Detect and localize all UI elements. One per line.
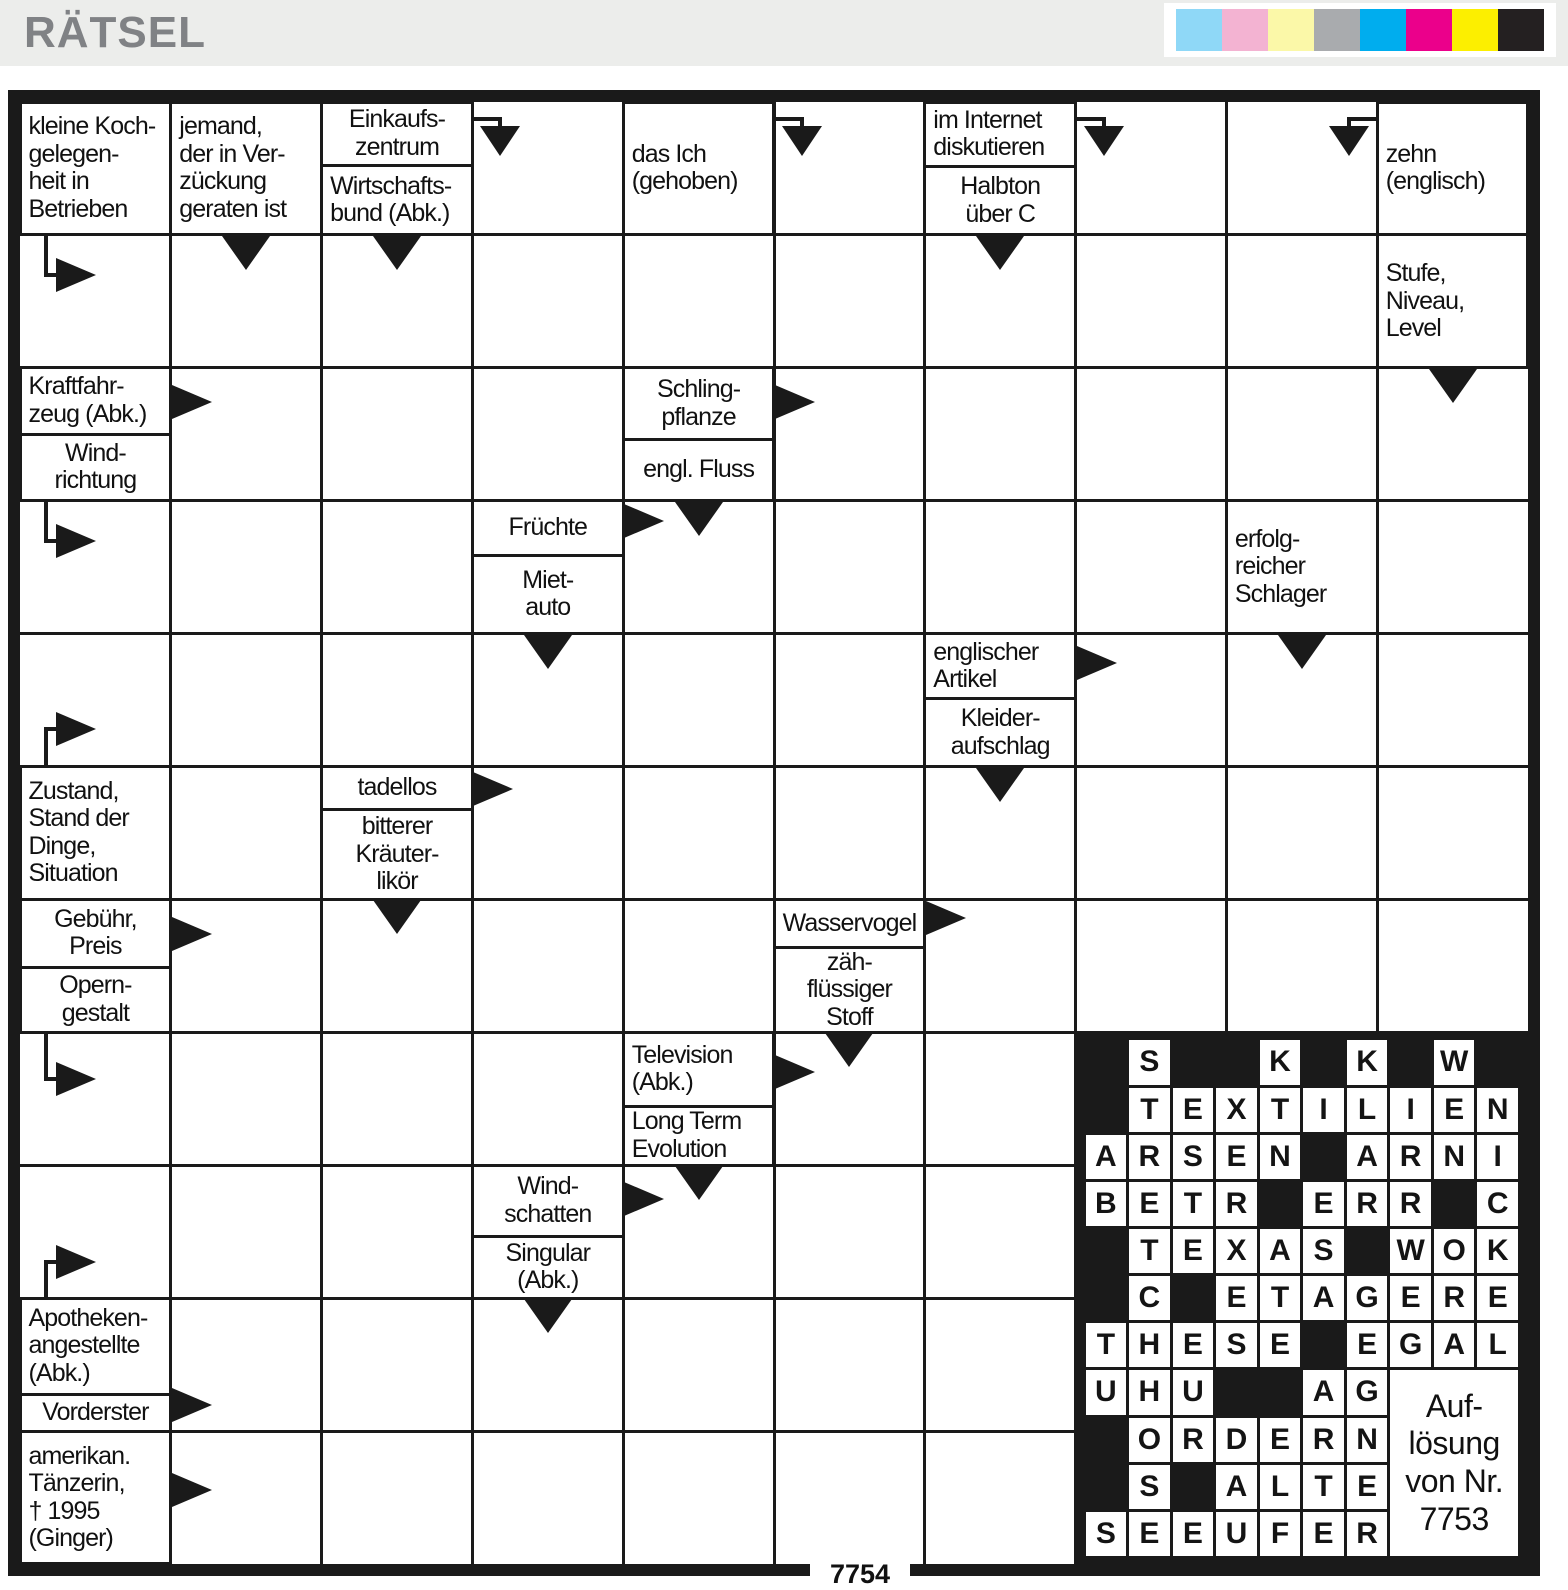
clue-line: tadellos bbox=[357, 773, 437, 802]
clue-line: Long Term bbox=[631, 1107, 742, 1136]
solution-letter-cell: F bbox=[1260, 1512, 1301, 1556]
arrow-right-icon bbox=[624, 504, 664, 538]
arrow-down-icon bbox=[222, 236, 270, 270]
solution-letter-cell: E bbox=[1173, 1229, 1214, 1273]
clue-text bbox=[172, 104, 320, 234]
solution-letter-cell: A bbox=[1347, 1135, 1388, 1179]
clue-cell bbox=[622, 366, 776, 502]
clue-line: gelegen- bbox=[28, 139, 119, 168]
arrow-elbow-right-icon bbox=[56, 524, 96, 558]
solution-letter-cell: A bbox=[1303, 1276, 1344, 1320]
solution-letter-cell: T bbox=[1129, 1088, 1170, 1132]
solution-letter-cell: R bbox=[1216, 1182, 1257, 1226]
solution-letter-cell: U bbox=[1216, 1512, 1257, 1556]
solution-letter-cell: E bbox=[1216, 1276, 1257, 1320]
clue-cell bbox=[19, 366, 173, 502]
clue-line: Kräuter- bbox=[355, 839, 439, 868]
solution-label-line: lösung bbox=[1408, 1425, 1500, 1462]
solution-letter-cell: X bbox=[1216, 1229, 1257, 1273]
solution-letter-cell: S bbox=[1129, 1465, 1170, 1509]
clue-cell bbox=[19, 898, 173, 1034]
solution-letter-cell: E bbox=[1477, 1276, 1518, 1320]
clue-cell bbox=[622, 1031, 776, 1167]
solution-letter-cell: A bbox=[1303, 1370, 1344, 1414]
solution-letter-cell: T bbox=[1129, 1229, 1170, 1273]
solution-letter-cell: L bbox=[1477, 1323, 1518, 1367]
solution-letter-cell: R bbox=[1173, 1418, 1214, 1462]
crossword-grid bbox=[8, 90, 1540, 1576]
solution-label-line: von Nr. bbox=[1405, 1463, 1504, 1500]
solution-letter-cell: U bbox=[1173, 1370, 1214, 1414]
color-swatch-2 bbox=[1268, 9, 1314, 51]
arrow-elbow-down-icon bbox=[1329, 126, 1369, 156]
solution-letter-cell: W bbox=[1390, 1229, 1431, 1273]
clue-line: der in Ver- bbox=[179, 139, 285, 168]
clue-text bbox=[625, 369, 773, 440]
solution-letter-cell: I bbox=[1477, 1135, 1518, 1179]
arrow-down-icon bbox=[1278, 635, 1326, 669]
solution-letter-cell: E bbox=[1216, 1135, 1257, 1179]
clue-cell bbox=[773, 898, 927, 1034]
solution-letter-cell: E bbox=[1260, 1323, 1301, 1367]
arrow-down-icon bbox=[976, 768, 1024, 802]
solution-letter-cell: G bbox=[1347, 1370, 1388, 1414]
clue-text bbox=[474, 557, 622, 632]
clue-line: das Ich bbox=[631, 139, 706, 168]
clue-line: Miet- bbox=[522, 565, 574, 594]
clue-line: schatten bbox=[504, 1199, 592, 1228]
clue-cell bbox=[19, 765, 173, 901]
solution-letter-cell: S bbox=[1303, 1229, 1344, 1273]
solution-letter-cell: E bbox=[1347, 1465, 1388, 1509]
color-swatch-1 bbox=[1222, 9, 1268, 51]
solution-label-line: Auf- bbox=[1425, 1387, 1483, 1424]
clue-text bbox=[474, 1167, 622, 1238]
clue-line: diskutieren bbox=[933, 133, 1045, 162]
solution-letter-cell: W bbox=[1434, 1040, 1475, 1084]
arrow-down-icon bbox=[976, 236, 1024, 270]
clue-text bbox=[22, 901, 170, 969]
clue-text bbox=[22, 768, 170, 898]
clue-text bbox=[22, 969, 170, 1031]
clue-line: (Abk.) bbox=[517, 1266, 579, 1295]
arrow-down-icon bbox=[675, 1166, 723, 1200]
solution-letter-cell: A bbox=[1086, 1135, 1127, 1179]
solution-letter-cell: S bbox=[1129, 1040, 1170, 1084]
solution-letter-cell: T bbox=[1173, 1182, 1214, 1226]
clue-line: kleine Koch- bbox=[28, 112, 156, 141]
clue-line: jemand, bbox=[179, 112, 262, 141]
clue-line: (Abk.) bbox=[28, 1358, 90, 1387]
solution-letter-cell: T bbox=[1260, 1088, 1301, 1132]
clue-text bbox=[22, 436, 170, 500]
solution-letter-cell: E bbox=[1173, 1088, 1214, 1132]
clue-text bbox=[926, 104, 1074, 169]
solution-letter-cell: R bbox=[1129, 1135, 1170, 1179]
grid-line bbox=[622, 102, 625, 1564]
solution-letter-cell: H bbox=[1129, 1370, 1170, 1414]
color-swatch-5 bbox=[1406, 9, 1452, 51]
header-bar bbox=[0, 0, 1568, 66]
clue-line: Apotheken- bbox=[28, 1303, 148, 1332]
clue-line: † 1995 bbox=[28, 1496, 100, 1525]
arrow-right-icon bbox=[172, 385, 212, 419]
arrow-line bbox=[44, 729, 48, 766]
clue-cell bbox=[1376, 233, 1530, 369]
solution-letter-cell: R bbox=[1390, 1135, 1431, 1179]
arrow-line bbox=[44, 501, 48, 539]
clue-text bbox=[323, 104, 471, 168]
arrow-elbow-right-icon bbox=[56, 1245, 96, 1279]
clue-line: Evolution bbox=[631, 1134, 727, 1163]
clue-line: richtung bbox=[54, 466, 137, 495]
clue-line: zückung bbox=[179, 167, 267, 196]
solution-letter-cell: N bbox=[1347, 1418, 1388, 1462]
clue-cell bbox=[622, 101, 776, 237]
clue-line: Opern- bbox=[59, 971, 132, 1000]
clue-text bbox=[926, 635, 1074, 700]
solution-letter-cell: L bbox=[1260, 1465, 1301, 1509]
clue-line: Stufe, bbox=[1385, 259, 1446, 288]
clue-line: Kleider- bbox=[960, 704, 1040, 733]
solution-letter-cell: R bbox=[1390, 1182, 1431, 1226]
arrow-elbow-down-icon bbox=[782, 126, 822, 156]
arrow-down-icon bbox=[373, 236, 421, 270]
arrow-right-icon bbox=[624, 1182, 664, 1216]
clue-line: Kraftfahr- bbox=[28, 372, 124, 401]
arrow-elbow-down-icon bbox=[1084, 126, 1124, 156]
clue-cell bbox=[19, 1430, 173, 1566]
clue-line: Zustand, bbox=[28, 776, 119, 805]
print-color-bar bbox=[1164, 3, 1556, 57]
solution-letter-cell: S bbox=[1086, 1512, 1127, 1556]
clue-line: Gebühr, bbox=[54, 904, 137, 933]
solution-letter-cell: O bbox=[1129, 1418, 1170, 1462]
solution-letter-cell: U bbox=[1086, 1370, 1127, 1414]
clue-line: Television bbox=[631, 1040, 733, 1069]
clue-text bbox=[1379, 236, 1527, 366]
clue-line: engl. Fluss bbox=[643, 455, 755, 484]
arrow-elbow-down-icon bbox=[480, 126, 520, 156]
arrow-down-icon bbox=[1429, 369, 1477, 403]
arrow-down-icon bbox=[825, 1033, 873, 1067]
solution-letter-cell: G bbox=[1390, 1323, 1431, 1367]
clue-cell bbox=[320, 101, 474, 237]
clue-line: erfolg- bbox=[1234, 524, 1300, 553]
clue-line: Singular bbox=[505, 1238, 591, 1267]
solution-panel bbox=[1074, 1031, 1529, 1566]
solution-letter-cell: R bbox=[1347, 1182, 1388, 1226]
clue-line: (Ginger) bbox=[28, 1524, 113, 1553]
clue-text bbox=[926, 700, 1074, 765]
clue-line: Stand der bbox=[28, 804, 129, 833]
solution-letter-cell: R bbox=[1434, 1276, 1475, 1320]
clue-text bbox=[625, 441, 773, 499]
clue-text bbox=[22, 1433, 170, 1563]
clue-text bbox=[22, 1396, 170, 1430]
clue-line: (englisch) bbox=[1385, 167, 1486, 196]
clue-text bbox=[22, 369, 170, 435]
clue-line: Tänzerin, bbox=[28, 1469, 125, 1498]
solution-letter-cell: O bbox=[1434, 1229, 1475, 1273]
clue-text bbox=[474, 1238, 622, 1296]
clue-text bbox=[625, 104, 773, 234]
clue-cell bbox=[923, 632, 1077, 768]
solution-letter-cell: G bbox=[1347, 1276, 1388, 1320]
clue-line: zehn bbox=[1385, 139, 1437, 168]
clue-cell bbox=[923, 101, 1077, 237]
clue-line: bitterer bbox=[361, 812, 433, 841]
solution-letter-cell: N bbox=[1434, 1135, 1475, 1179]
clue-line: zeug (Abk.) bbox=[28, 399, 147, 428]
clue-line: amerikan. bbox=[28, 1441, 131, 1470]
arrow-right-icon bbox=[926, 901, 966, 935]
arrow-down-icon bbox=[524, 635, 572, 669]
clue-cell bbox=[471, 1164, 625, 1300]
solution-letter-cell: H bbox=[1129, 1323, 1170, 1367]
clue-text bbox=[776, 901, 924, 949]
grid-line bbox=[773, 102, 776, 1564]
clue-text bbox=[323, 811, 471, 898]
solution-letter-cell: A bbox=[1260, 1229, 1301, 1273]
solution-letter-cell: K bbox=[1477, 1229, 1518, 1273]
solution-letter-cell: K bbox=[1260, 1040, 1301, 1084]
clue-line: heit in bbox=[28, 167, 89, 196]
solution-letter-cell: E bbox=[1390, 1276, 1431, 1320]
color-swatch-7 bbox=[1498, 9, 1544, 51]
clue-line: angestellte bbox=[28, 1331, 140, 1360]
arrow-elbow-right-icon bbox=[56, 1062, 96, 1096]
arrow-right-icon bbox=[775, 385, 815, 419]
clue-cell bbox=[471, 499, 625, 635]
solution-letter-cell: E bbox=[1260, 1418, 1301, 1462]
clue-line: (gehoben) bbox=[631, 167, 738, 196]
arrow-right-icon bbox=[172, 1388, 212, 1422]
arrow-line bbox=[1347, 117, 1377, 121]
clue-line: Level bbox=[1385, 314, 1441, 343]
clue-line: bund (Abk.) bbox=[330, 199, 450, 228]
clue-line: zäh- bbox=[826, 949, 872, 976]
solution-letter-cell: E bbox=[1129, 1182, 1170, 1226]
color-swatch-4 bbox=[1360, 9, 1406, 51]
clue-line: Situation bbox=[28, 859, 118, 888]
solution-label-line: 7753 bbox=[1419, 1500, 1489, 1537]
solution-letter-cell: N bbox=[1260, 1135, 1301, 1179]
clue-line: zentrum bbox=[354, 132, 439, 161]
clue-line: Vorderster bbox=[42, 1397, 149, 1426]
arrow-elbow-right-icon bbox=[56, 712, 96, 746]
clue-text bbox=[776, 949, 924, 1031]
clue-line: geraten ist bbox=[179, 194, 287, 223]
clue-text bbox=[22, 1300, 170, 1396]
grid-line bbox=[20, 765, 1528, 768]
clue-line: gestalt bbox=[61, 998, 130, 1027]
solution-letter-cell: T bbox=[1260, 1276, 1301, 1320]
clue-line: Stoff bbox=[826, 1002, 873, 1031]
arrow-right-icon bbox=[775, 1055, 815, 1089]
solution-letter-cell: I bbox=[1303, 1088, 1344, 1132]
solution-letter-cell: S bbox=[1173, 1135, 1214, 1179]
solution-letter-cell: T bbox=[1303, 1465, 1344, 1509]
clue-line: englischer bbox=[933, 637, 1039, 666]
arrow-line bbox=[44, 1262, 48, 1298]
color-swatch-3 bbox=[1314, 9, 1360, 51]
clue-line: Wind- bbox=[65, 438, 126, 467]
arrow-line bbox=[44, 1032, 48, 1077]
solution-letter-cell: A bbox=[1434, 1323, 1475, 1367]
clue-cell bbox=[19, 1297, 173, 1433]
clue-cell bbox=[1376, 101, 1530, 237]
clue-line: Halbton bbox=[960, 172, 1041, 201]
solution-letter-cell: B bbox=[1086, 1182, 1127, 1226]
arrow-right-icon bbox=[172, 917, 212, 951]
clue-line: Artikel bbox=[933, 665, 997, 694]
clue-line: pflanze bbox=[661, 402, 736, 431]
color-swatch-0 bbox=[1176, 9, 1222, 51]
solution-letter-cell: E bbox=[1303, 1182, 1344, 1226]
clue-line: auto bbox=[525, 593, 571, 622]
arrow-elbow-right-icon bbox=[56, 258, 96, 292]
solution-letter-cell: E bbox=[1303, 1512, 1344, 1556]
arrow-line bbox=[44, 235, 48, 273]
clue-line: Schlager bbox=[1234, 579, 1327, 608]
clue-text bbox=[474, 502, 622, 557]
clue-line: Früchte bbox=[508, 513, 588, 542]
solution-letter-cell: E bbox=[1173, 1323, 1214, 1367]
clue-line: likör bbox=[376, 867, 418, 896]
clue-line: Dinge, bbox=[28, 831, 96, 860]
solution-letter-cell: L bbox=[1347, 1088, 1388, 1132]
clue-text bbox=[323, 167, 471, 233]
clue-line: Betrieben bbox=[28, 194, 128, 223]
clue-line: Schling- bbox=[657, 375, 741, 404]
clue-cell bbox=[1225, 499, 1379, 635]
solution-letter-cell: N bbox=[1477, 1088, 1518, 1132]
arrow-down-icon bbox=[373, 900, 421, 934]
solution-letter-cell: E bbox=[1434, 1088, 1475, 1132]
color-swatch-6 bbox=[1452, 9, 1498, 51]
puzzle-number-label: 7754 bbox=[810, 1560, 910, 1588]
arrow-right-icon bbox=[1077, 646, 1117, 680]
solution-letter-cell: E bbox=[1347, 1323, 1388, 1367]
grid-line bbox=[923, 102, 926, 1564]
arrow-right-icon bbox=[473, 772, 513, 806]
clue-text bbox=[323, 768, 471, 811]
clue-text bbox=[22, 104, 170, 234]
clue-line: Wasservogel bbox=[782, 908, 917, 937]
solution-label bbox=[1390, 1370, 1518, 1556]
solution-letter-cell: E bbox=[1173, 1512, 1214, 1556]
clue-line: Wirtschafts- bbox=[330, 171, 452, 200]
arrow-right-icon bbox=[172, 1473, 212, 1507]
solution-letter-cell: I bbox=[1390, 1088, 1431, 1132]
clue-text bbox=[625, 1034, 773, 1108]
clue-line: im Internet bbox=[933, 105, 1042, 134]
clue-line: Wind- bbox=[517, 1172, 579, 1201]
clue-text bbox=[926, 168, 1074, 233]
solution-letter-cell: K bbox=[1347, 1040, 1388, 1084]
solution-letter-cell: C bbox=[1129, 1276, 1170, 1320]
clue-line: reicher bbox=[1234, 552, 1306, 581]
clue-line: über C bbox=[965, 199, 1036, 228]
clue-text bbox=[625, 1108, 773, 1164]
solution-letter-cell: R bbox=[1303, 1418, 1344, 1462]
solution-letter-cell: S bbox=[1216, 1323, 1257, 1367]
page-title: RÄTSEL bbox=[24, 8, 206, 57]
solution-letter-cell: X bbox=[1216, 1088, 1257, 1132]
clue-line: Niveau, bbox=[1385, 286, 1465, 315]
clue-text bbox=[1228, 502, 1376, 632]
clue-line: Preis bbox=[69, 932, 122, 961]
clue-cell bbox=[19, 101, 173, 237]
solution-letter-cell: T bbox=[1086, 1323, 1127, 1367]
solution-letter-cell: R bbox=[1347, 1512, 1388, 1556]
clue-line: aufschlag bbox=[950, 731, 1050, 760]
arrow-down-icon bbox=[524, 1299, 572, 1333]
arrow-down-icon bbox=[675, 502, 723, 536]
clue-text bbox=[1379, 104, 1527, 234]
solution-letter-cell: E bbox=[1129, 1512, 1170, 1556]
solution-letter-cell: D bbox=[1216, 1418, 1257, 1462]
clue-line: (Abk.) bbox=[631, 1068, 693, 1097]
clue-cell bbox=[320, 765, 474, 901]
clue-line: Einkaufs- bbox=[348, 105, 446, 134]
clue-line: flüssiger bbox=[806, 975, 892, 1004]
solution-letter-cell: A bbox=[1216, 1465, 1257, 1509]
clue-cell bbox=[169, 101, 323, 237]
solution-letter-cell: C bbox=[1477, 1182, 1518, 1226]
